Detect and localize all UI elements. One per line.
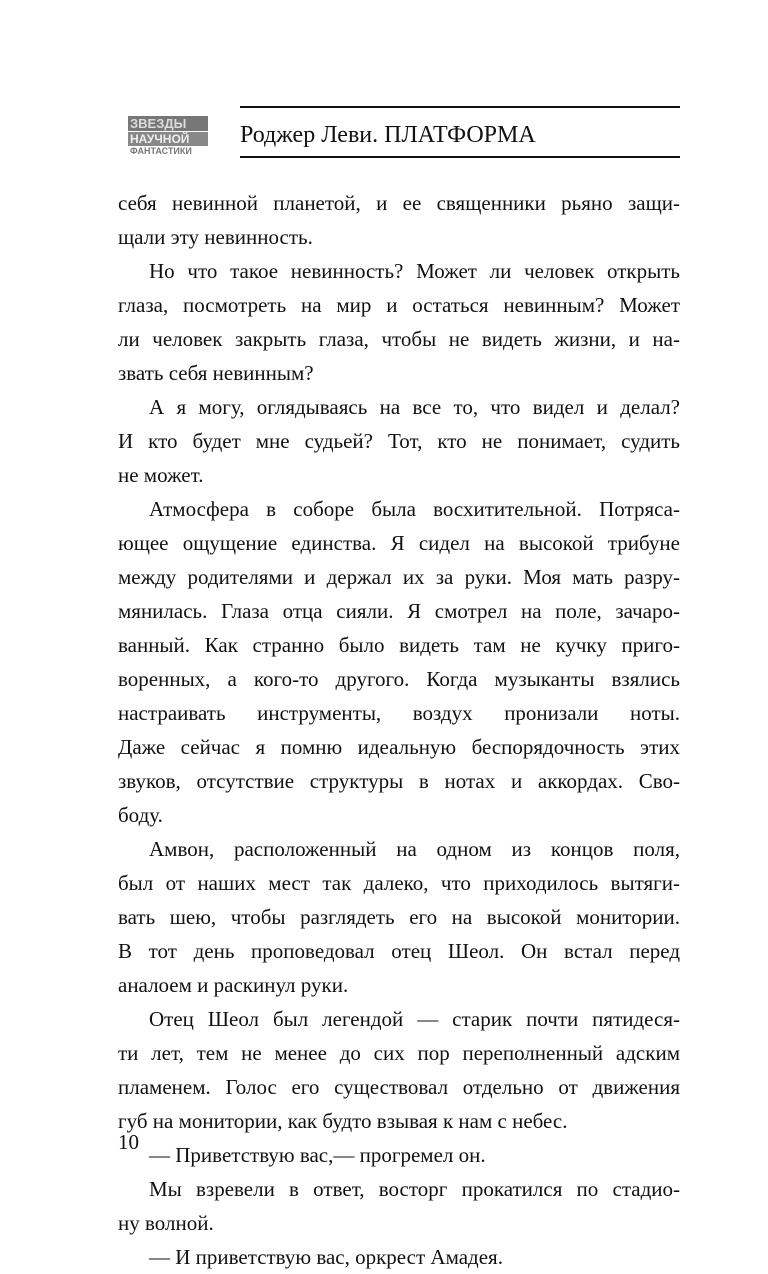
text-line: воренных, а кого-то другого. Когда музыканты взялись (118, 667, 680, 691)
text-line: аналоем и раскинул руки. (118, 973, 349, 997)
text-line: губ на монитории, как будто взывая к нам с небес. (118, 1109, 568, 1133)
text-line: Но что такое невинность? Может ли человек открыть (149, 259, 680, 283)
text-line: вать шею, чтобы разглядеть его на высокой монитории. (118, 905, 680, 929)
text-line: глаза, посмотреть на мир и остаться невинным? Может (118, 293, 680, 317)
text-line: Мы взревели в ответ, восторг прокатился по стадио- (149, 1177, 680, 1201)
logo-line-1: ЗВЕЗДЫ (128, 116, 208, 131)
text-line: ли человек закрыть глаза, чтобы не видеть жизни, и на- (118, 327, 680, 351)
text-line: Отец Шеол был легендой — старик почти пятидеся- (149, 1007, 680, 1031)
text-line: — И приветствую вас, оркрест Амадея. (149, 1245, 503, 1269)
logo-line-2: НАУЧНОЙ (128, 132, 208, 146)
running-title: Роджер Леви. ПЛАТФОРМА (240, 122, 536, 148)
text-line: ти лет, тем не менее до сих пор переполненный адским (118, 1041, 680, 1065)
text-line: между родителями и держал их за руки. Моя мать разру- (118, 565, 680, 589)
text-line: звуков, отсутствие структуры в нотах и аккордах. Сво- (118, 769, 680, 793)
text-line: И кто будет мне судьей? Тот, кто не понимает, судить (118, 429, 680, 453)
page-number: 10 (118, 1130, 139, 1154)
text-line: мянилась. Глаза отца сияли. Я смотрел на поле, зачаро- (118, 599, 680, 623)
text-line: — Приветствую вас,— прогремел он. (149, 1143, 486, 1167)
body-text (118, 186, 680, 1274)
text-line: А я могу, оглядываясь на все то, что видел и делал? (149, 395, 680, 419)
text-line: Атмосфера в соборе была восхитительной. Потряса- (149, 497, 680, 521)
text-line: настраивать инструменты, воздух пронизали ноты. (118, 701, 680, 725)
running-header (128, 106, 680, 158)
text-line: Даже сейчас я помню идеальную беспорядочность этих (118, 735, 680, 759)
logo-line-3: ФАНТАСТИКИ (130, 146, 192, 156)
series-logo (128, 116, 210, 154)
text-line: боду. (118, 803, 163, 827)
text-line: звать себя невинным? (118, 361, 314, 385)
text-line: не может. (118, 463, 204, 487)
text-line: В тот день проповедовал отец Шеол. Он встал перед (118, 939, 680, 963)
text-line: был от наших мест так далеко, что приходилось вытяги- (118, 871, 680, 895)
text-line: Амвон, расположенный на одном из концов поля, (149, 837, 680, 861)
header-rule-top (240, 106, 680, 108)
text-line: ванный. Как странно было видеть там не кучку приго- (118, 633, 680, 657)
text-line: пламенем. Голос его существовал отдельно от движения (118, 1075, 680, 1099)
text-line: себя невинной планетой, и ее священники рьяно защи- (118, 191, 680, 215)
text-line: ну волной. (118, 1211, 214, 1235)
text-line: щали эту невинность. (118, 225, 313, 249)
text-line: ющее ощущение единства. Я сидел на высокой трибуне (118, 531, 680, 555)
header-rule-bottom (240, 156, 680, 158)
